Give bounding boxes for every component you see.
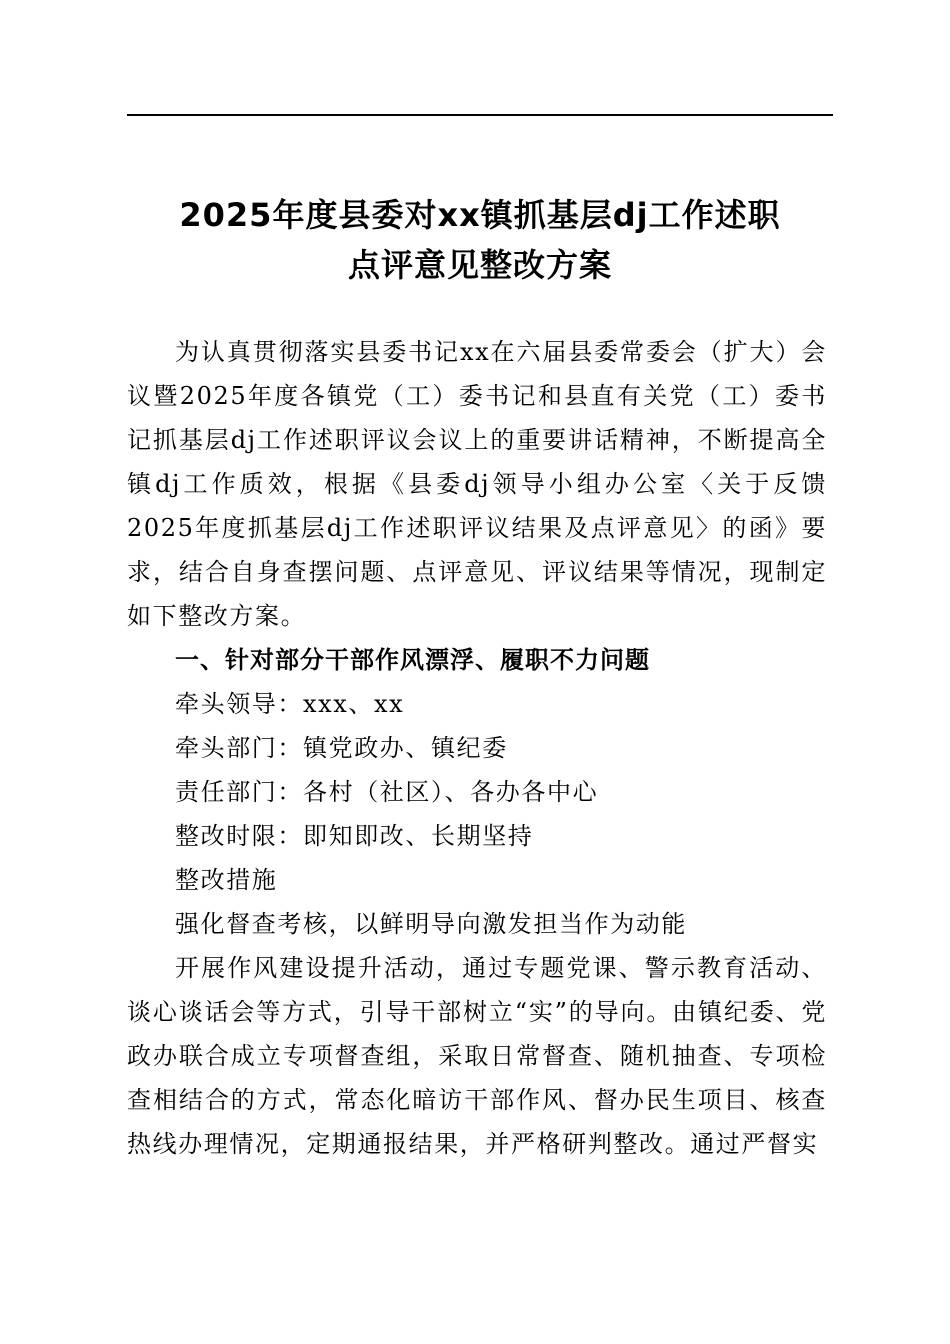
section-1-heading: 一、针对部分干部作风漂浮、履职不力问题 [175, 646, 650, 674]
title-line-2: 点评意见整改方案 [347, 246, 612, 284]
intro-paragraph: 为认真贯彻落实县委书记xx在六届县委常委会（扩大）会议暨2025年度各镇党（工）委书记和县直有关党（工）委书记抓基层dj工作述职评议会议上的重要讲话精神，不断提高全镇dj工作质效，根据《县委dj领导小组办公室〈关于反馈2025年度抓基层dj工作述职评议结果及点评意见〉的函》要求，结合自身查摆问题、点评意见、评议结果等情况，现制定如下整改方案。 [127, 338, 827, 630]
rectification-deadline: 整改时限：即知即改、长期坚持 [175, 822, 534, 850]
measure-1-paragraph: 开展作风建设提升活动，通过专题党课、警示教育活动、谈心谈话会等方式，引导干部树立“实”的导向。由镇纪委、党政办联合成立专项督查组，采取日常督查、随机抽查、专项检查相结合的方式，常态化暗访干部作风、督办民生项目、核查热线办理情况，定期通报结果，并严格研判整改。通过严督实 [127, 954, 827, 1158]
title-line-1: 2025年度县委对xx镇抓基层dj工作述职 [179, 196, 781, 234]
header-rule [127, 114, 833, 116]
measure-1-title: 强化督查考核，以鲜明导向激发担当作为动能 [175, 910, 687, 938]
lead-department: 牵头部门：镇党政办、镇纪委 [175, 734, 508, 762]
document-body [127, 330, 827, 1166]
lead-leader: 牵头领导：xxx、xx [175, 690, 405, 718]
document-title [127, 190, 833, 290]
responsible-department: 责任部门：各村（社区）、各办各中心 [175, 778, 599, 806]
measures-label: 整改措施 [175, 866, 278, 894]
